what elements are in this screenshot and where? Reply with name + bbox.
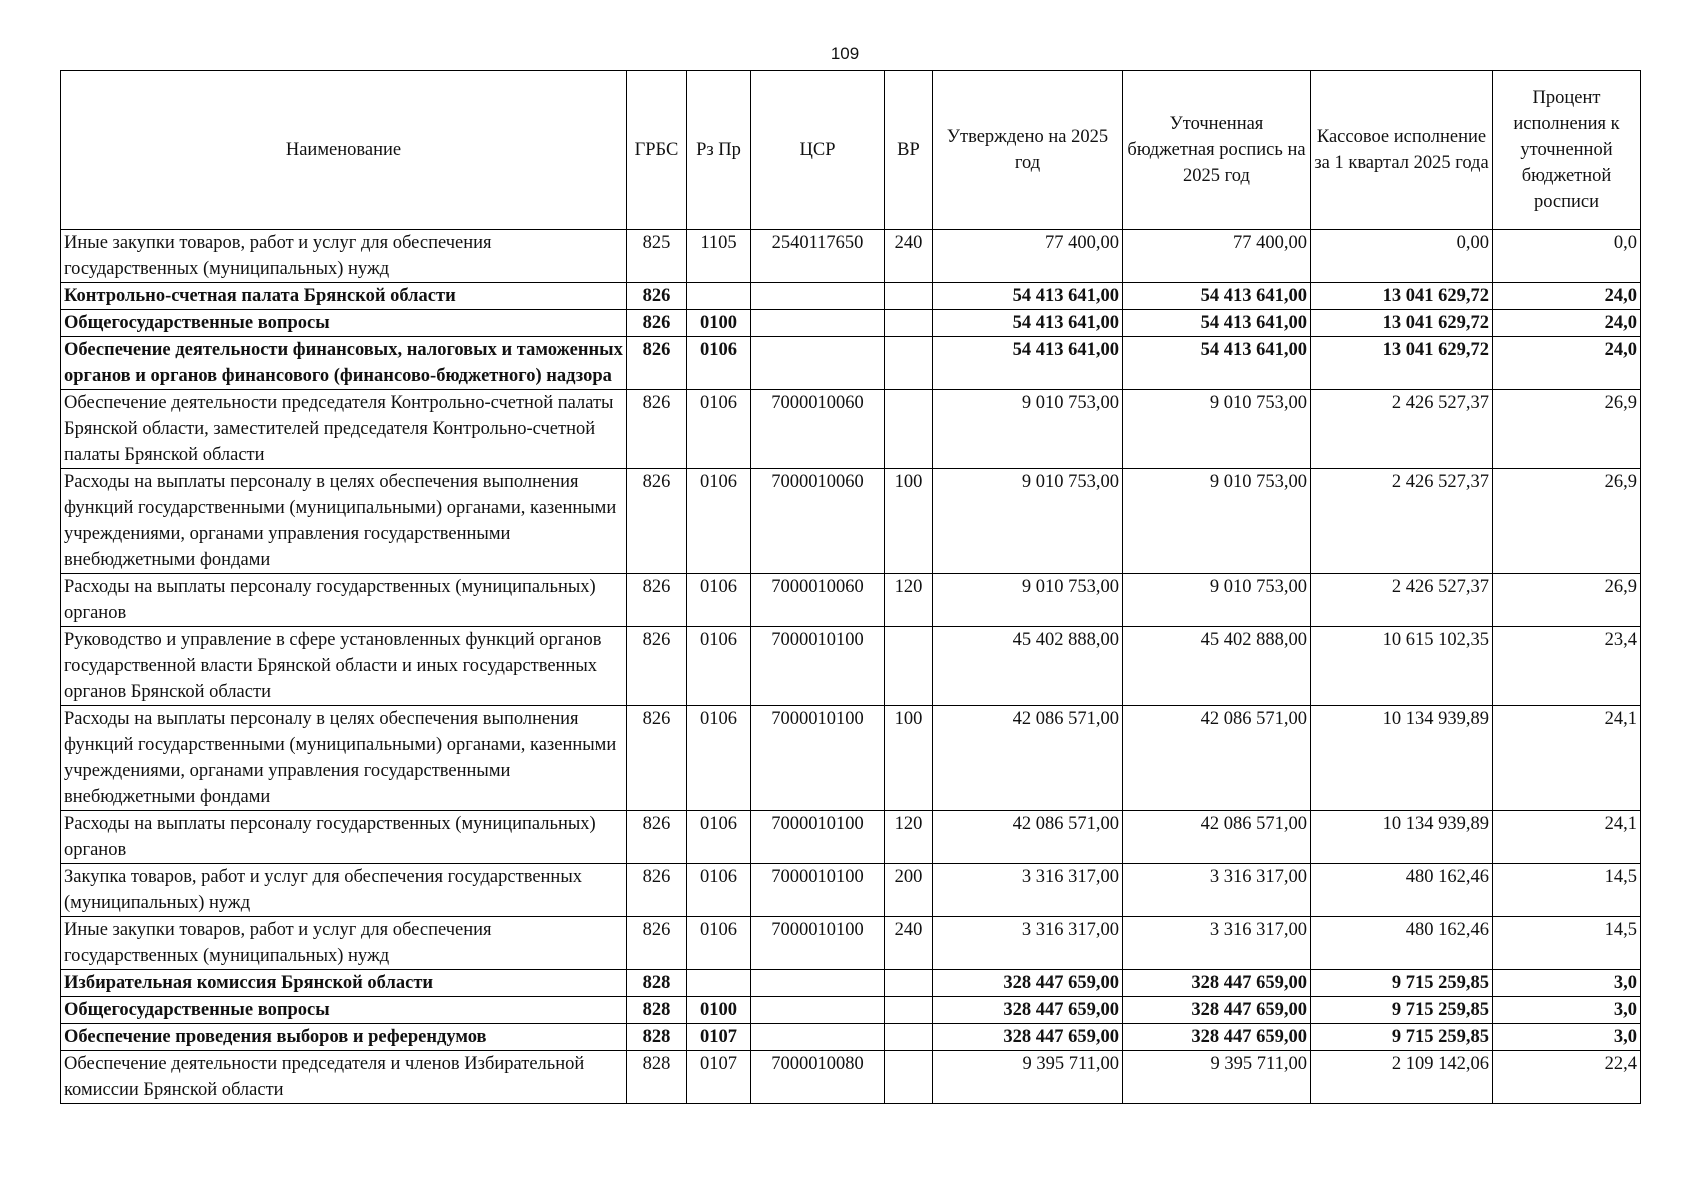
cell-percent: 24,1 <box>1493 706 1641 811</box>
cell-percent: 26,9 <box>1493 469 1641 574</box>
cell-name: Расходы на выплаты персоналу в целях обеспечения выполнения функций государственными (муниципальными) органами, казенными учреждениями, органами управления государственными внебюджетными фондами <box>61 469 627 574</box>
cell-name: Общегосударственные вопросы <box>61 310 627 337</box>
cell-grbs: 826 <box>627 283 687 310</box>
cell-grbs: 826 <box>627 574 687 627</box>
cell-cash: 13 041 629,72 <box>1311 310 1493 337</box>
page-number: 109 <box>830 44 860 63</box>
cell-rzpr: 0106 <box>687 574 751 627</box>
cell-percent: 26,9 <box>1493 574 1641 627</box>
cell-name: Руководство и управление в сфере установленных функций органов государственной власти Брянской области и иных государственных органов Брянской области <box>61 627 627 706</box>
cell-vr <box>885 627 933 706</box>
cell-vr: 200 <box>885 864 933 917</box>
cell-grbs: 826 <box>627 337 687 390</box>
table-row <box>61 864 1641 917</box>
cell-cash: 480 162,46 <box>1311 917 1493 970</box>
cell-approved: 9 010 753,00 <box>933 574 1123 627</box>
table-row <box>61 1051 1641 1104</box>
cell-rzpr: 0106 <box>687 390 751 469</box>
table-body <box>61 230 1641 1104</box>
cell-percent: 22,4 <box>1493 1051 1641 1104</box>
cell-cash: 2 109 142,06 <box>1311 1051 1493 1104</box>
cell-csr: 7000010100 <box>751 864 885 917</box>
cell-csr <box>751 310 885 337</box>
cell-rzpr: 0107 <box>687 1051 751 1104</box>
cell-percent: 24,0 <box>1493 283 1641 310</box>
cell-cash: 10 134 939,89 <box>1311 811 1493 864</box>
table-row <box>61 337 1641 390</box>
cell-grbs: 826 <box>627 627 687 706</box>
cell-grbs: 826 <box>627 469 687 574</box>
cell-percent: 0,0 <box>1493 230 1641 283</box>
cell-rzpr: 0106 <box>687 864 751 917</box>
cell-percent: 14,5 <box>1493 917 1641 970</box>
cell-csr: 7000010100 <box>751 811 885 864</box>
cell-refined: 54 413 641,00 <box>1123 310 1311 337</box>
cell-cash: 2 426 527,37 <box>1311 469 1493 574</box>
cell-grbs: 826 <box>627 864 687 917</box>
cell-vr: 100 <box>885 469 933 574</box>
cell-refined: 54 413 641,00 <box>1123 337 1311 390</box>
table-row <box>61 230 1641 283</box>
cell-percent: 3,0 <box>1493 1024 1641 1051</box>
cell-csr: 7000010100 <box>751 706 885 811</box>
cell-csr: 7000010060 <box>751 574 885 627</box>
table-row <box>61 970 1641 997</box>
cell-grbs: 826 <box>627 390 687 469</box>
cell-approved: 9 010 753,00 <box>933 390 1123 469</box>
cell-name: Иные закупки товаров, работ и услуг для обеспечения государственных (муниципальных) нужд <box>61 917 627 970</box>
header-approved: Утверждено на 2025 год <box>933 71 1123 230</box>
cell-vr <box>885 1024 933 1051</box>
cell-approved: 42 086 571,00 <box>933 706 1123 811</box>
header-name: Наименование <box>61 71 627 230</box>
cell-csr: 2540117650 <box>751 230 885 283</box>
cell-percent: 14,5 <box>1493 864 1641 917</box>
cell-name: Расходы на выплаты персоналу в целях обеспечения выполнения функций государственными (муниципальными) органами, казенными учреждениями, органами управления государственными внебюджетными фондами <box>61 706 627 811</box>
cell-csr: 7000010080 <box>751 1051 885 1104</box>
header-cash: Кассовое исполнение за 1 квартал 2025 года <box>1311 71 1493 230</box>
cell-cash: 9 715 259,85 <box>1311 997 1493 1024</box>
cell-refined: 54 413 641,00 <box>1123 283 1311 310</box>
cell-name: Общегосударственные вопросы <box>61 997 627 1024</box>
table-row <box>61 706 1641 811</box>
cell-grbs: 826 <box>627 310 687 337</box>
cell-refined: 3 316 317,00 <box>1123 864 1311 917</box>
cell-cash: 2 426 527,37 <box>1311 390 1493 469</box>
cell-approved: 328 447 659,00 <box>933 1024 1123 1051</box>
table-row <box>61 310 1641 337</box>
cell-percent: 3,0 <box>1493 970 1641 997</box>
cell-refined: 9 010 753,00 <box>1123 574 1311 627</box>
cell-name: Обеспечение проведения выборов и референдумов <box>61 1024 627 1051</box>
cell-vr <box>885 997 933 1024</box>
cell-percent: 3,0 <box>1493 997 1641 1024</box>
cell-cash: 10 134 939,89 <box>1311 706 1493 811</box>
cell-name: Обеспечение деятельности финансовых, налоговых и таможенных органов и органов финансового (финансово-бюджетного) надзора <box>61 337 627 390</box>
cell-cash: 480 162,46 <box>1311 864 1493 917</box>
table-row <box>61 627 1641 706</box>
cell-rzpr: 0106 <box>687 706 751 811</box>
cell-grbs: 828 <box>627 1051 687 1104</box>
cell-vr <box>885 390 933 469</box>
cell-name: Обеспечение деятельности председателя и членов Избирательной комиссии Брянской области <box>61 1051 627 1104</box>
header-grbs: ГРБС <box>627 71 687 230</box>
table-row <box>61 390 1641 469</box>
cell-approved: 9 010 753,00 <box>933 469 1123 574</box>
cell-cash: 10 615 102,35 <box>1311 627 1493 706</box>
cell-name: Контрольно-счетная палата Брянской области <box>61 283 627 310</box>
cell-refined: 3 316 317,00 <box>1123 917 1311 970</box>
header-refined: Уточненная бюджетная роспись на 2025 год <box>1123 71 1311 230</box>
cell-approved: 54 413 641,00 <box>933 283 1123 310</box>
cell-grbs: 825 <box>627 230 687 283</box>
cell-refined: 9 395 711,00 <box>1123 1051 1311 1104</box>
table-row <box>61 469 1641 574</box>
cell-rzpr: 0100 <box>687 997 751 1024</box>
cell-csr <box>751 1024 885 1051</box>
cell-percent: 26,9 <box>1493 390 1641 469</box>
cell-rzpr: 1105 <box>687 230 751 283</box>
cell-approved: 3 316 317,00 <box>933 917 1123 970</box>
cell-cash: 13 041 629,72 <box>1311 283 1493 310</box>
cell-grbs: 828 <box>627 970 687 997</box>
cell-approved: 3 316 317,00 <box>933 864 1123 917</box>
cell-csr: 7000010060 <box>751 469 885 574</box>
cell-name: Иные закупки товаров, работ и услуг для обеспечения государственных (муниципальных) нужд <box>61 230 627 283</box>
table-row <box>61 283 1641 310</box>
cell-approved: 77 400,00 <box>933 230 1123 283</box>
cell-vr: 240 <box>885 230 933 283</box>
cell-rzpr: 0106 <box>687 627 751 706</box>
cell-approved: 9 395 711,00 <box>933 1051 1123 1104</box>
cell-vr: 240 <box>885 917 933 970</box>
cell-csr: 7000010100 <box>751 627 885 706</box>
cell-vr <box>885 310 933 337</box>
cell-csr <box>751 997 885 1024</box>
cell-cash: 0,00 <box>1311 230 1493 283</box>
cell-approved: 54 413 641,00 <box>933 310 1123 337</box>
cell-vr: 120 <box>885 811 933 864</box>
table-row <box>61 574 1641 627</box>
cell-refined: 9 010 753,00 <box>1123 469 1311 574</box>
cell-refined: 9 010 753,00 <box>1123 390 1311 469</box>
cell-rzpr: 0106 <box>687 917 751 970</box>
header-csr: ЦСР <box>751 71 885 230</box>
cell-name: Избирательная комиссия Брянской области <box>61 970 627 997</box>
cell-csr <box>751 283 885 310</box>
cell-vr: 120 <box>885 574 933 627</box>
cell-vr: 100 <box>885 706 933 811</box>
cell-vr <box>885 337 933 390</box>
header-percent: Процент исполнения к уточненной бюджетной росписи <box>1493 71 1641 230</box>
cell-csr: 7000010100 <box>751 917 885 970</box>
header-rzpr: Рз Пр <box>687 71 751 230</box>
cell-refined: 42 086 571,00 <box>1123 811 1311 864</box>
table-row <box>61 917 1641 970</box>
cell-rzpr <box>687 970 751 997</box>
cell-grbs: 826 <box>627 917 687 970</box>
cell-rzpr <box>687 283 751 310</box>
cell-vr <box>885 1051 933 1104</box>
cell-percent: 24,0 <box>1493 337 1641 390</box>
cell-rzpr: 0106 <box>687 811 751 864</box>
cell-cash: 2 426 527,37 <box>1311 574 1493 627</box>
cell-name: Закупка товаров, работ и услуг для обеспечения государственных (муниципальных) нужд <box>61 864 627 917</box>
cell-cash: 9 715 259,85 <box>1311 970 1493 997</box>
cell-refined: 328 447 659,00 <box>1123 997 1311 1024</box>
cell-percent: 24,1 <box>1493 811 1641 864</box>
cell-csr <box>751 337 885 390</box>
cell-refined: 328 447 659,00 <box>1123 1024 1311 1051</box>
cell-refined: 42 086 571,00 <box>1123 706 1311 811</box>
header-vr: ВР <box>885 71 933 230</box>
cell-grbs: 828 <box>627 1024 687 1051</box>
cell-csr <box>751 970 885 997</box>
cell-rzpr: 0100 <box>687 310 751 337</box>
cell-approved: 54 413 641,00 <box>933 337 1123 390</box>
budget-table <box>60 70 1641 1104</box>
cell-grbs: 828 <box>627 997 687 1024</box>
cell-vr <box>885 283 933 310</box>
header-row <box>61 71 1641 230</box>
table-row <box>61 811 1641 864</box>
cell-percent: 23,4 <box>1493 627 1641 706</box>
cell-csr: 7000010060 <box>751 390 885 469</box>
cell-approved: 328 447 659,00 <box>933 970 1123 997</box>
cell-name: Обеспечение деятельности председателя Контрольно-счетной палаты Брянской области, заместителей председателя Контрольно-счетной палаты Брянской области <box>61 390 627 469</box>
cell-grbs: 826 <box>627 811 687 864</box>
cell-refined: 45 402 888,00 <box>1123 627 1311 706</box>
cell-cash: 13 041 629,72 <box>1311 337 1493 390</box>
cell-refined: 77 400,00 <box>1123 230 1311 283</box>
cell-percent: 24,0 <box>1493 310 1641 337</box>
cell-vr <box>885 970 933 997</box>
cell-rzpr: 0106 <box>687 469 751 574</box>
cell-refined: 328 447 659,00 <box>1123 970 1311 997</box>
cell-rzpr: 0107 <box>687 1024 751 1051</box>
cell-grbs: 826 <box>627 706 687 811</box>
cell-approved: 42 086 571,00 <box>933 811 1123 864</box>
cell-name: Расходы на выплаты персоналу государственных (муниципальных) органов <box>61 811 627 864</box>
cell-rzpr: 0106 <box>687 337 751 390</box>
cell-name: Расходы на выплаты персоналу государственных (муниципальных) органов <box>61 574 627 627</box>
table-row <box>61 997 1641 1024</box>
table-row <box>61 1024 1641 1051</box>
cell-approved: 45 402 888,00 <box>933 627 1123 706</box>
cell-approved: 328 447 659,00 <box>933 997 1123 1024</box>
cell-cash: 9 715 259,85 <box>1311 1024 1493 1051</box>
